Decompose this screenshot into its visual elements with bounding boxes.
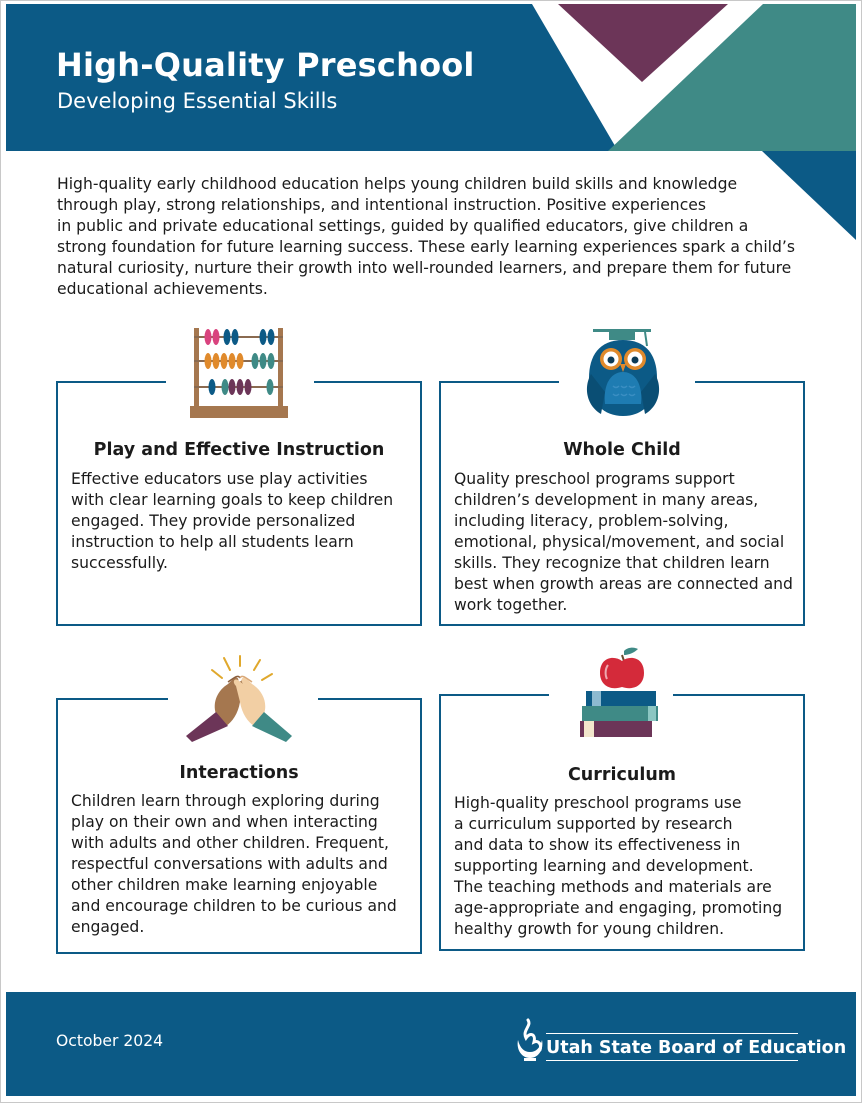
card-body-line: Effective educators use play activities — [71, 470, 368, 488]
card-body — [454, 793, 799, 940]
publication-date: October 2024 — [56, 1032, 164, 1050]
card-body-line: work together. — [454, 596, 568, 614]
abacus-icon — [190, 326, 288, 420]
intro-line: in public and private educational settings, guided by qualified educators, give children a — [57, 217, 749, 235]
intro-paragraph — [57, 174, 797, 300]
intro-line: through play, strong relationships, and intentional instruction. Positive experiences — [57, 196, 706, 214]
card-body-line: with adults and other children. Frequent, — [71, 834, 390, 852]
card-body — [454, 469, 799, 616]
card-body-line: play on their own and when interacting — [71, 813, 378, 831]
footer-banner — [6, 992, 856, 1096]
intro-line: High-quality early childhood education helps young children build skills and knowledge — [57, 175, 738, 193]
card-body-line: supporting learning and development. — [454, 857, 754, 875]
card-body-line: other children make learning enjoyable — [71, 876, 378, 894]
card-body-line: best when growth areas are connected and — [454, 575, 793, 593]
card-body-line: and data to show its effectiveness in — [454, 836, 741, 854]
card-body-line: healthy growth for young children. — [454, 920, 725, 938]
card-body-line: Children learn through exploring during — [71, 792, 380, 810]
card-body-line: instruction to help all students learn — [71, 533, 354, 551]
card-title: Play and Effective Instruction — [93, 440, 385, 460]
intro-line: strong foundation for future learning success. These early learning experiences spark a child’s — [57, 238, 795, 256]
card-body-line: successfully. — [71, 554, 168, 572]
page-title: High-Quality Preschool — [56, 46, 475, 84]
card-body — [71, 791, 416, 938]
card-title: Whole Child — [563, 440, 681, 460]
owl-icon — [583, 322, 663, 418]
card-body-line: skills. They recognize that children learn — [454, 554, 770, 572]
card-body-line: and encourage children to be curious and — [71, 897, 397, 915]
intro-line: natural curiosity, nurture their growth into well-rounded learners, and prepare them for future — [57, 259, 792, 277]
card-body-line: Quality preschool programs support — [454, 470, 735, 488]
card-body-line: age-appropriate and engaging, promoting — [454, 899, 783, 917]
card-body-line: The teaching methods and materials are — [454, 878, 772, 896]
high-five-icon — [182, 654, 296, 744]
apple-books-icon — [578, 645, 664, 739]
card-body-line: emotional, physical/movement, and social — [454, 533, 785, 551]
card-body-line: engaged. They provide personalized — [71, 512, 356, 530]
card-body-line: including literacy, problem-solving, — [454, 512, 729, 530]
logo-rule-bottom — [546, 1060, 798, 1061]
organization-name: Utah State Board of Education — [546, 1038, 847, 1058]
card-body-line: High-quality preschool programs use — [454, 794, 742, 812]
card-title: Curriculum — [567, 765, 677, 785]
card-body-line: engaged. — [71, 918, 145, 936]
page-subtitle: Developing Essential Skills — [57, 89, 338, 113]
flame-logo-icon — [514, 1018, 546, 1066]
intro-line: educational achievements. — [57, 280, 268, 298]
logo-rule-top — [546, 1033, 798, 1034]
card-title: Interactions — [179, 763, 299, 783]
card-body — [71, 469, 416, 574]
card-body-line: a curriculum supported by research — [454, 815, 733, 833]
card-body-line: with clear learning goals to keep children — [71, 491, 394, 509]
card-body-line: children’s development in many areas, — [454, 491, 759, 509]
card-body-line: respectful conversations with adults and — [71, 855, 388, 873]
